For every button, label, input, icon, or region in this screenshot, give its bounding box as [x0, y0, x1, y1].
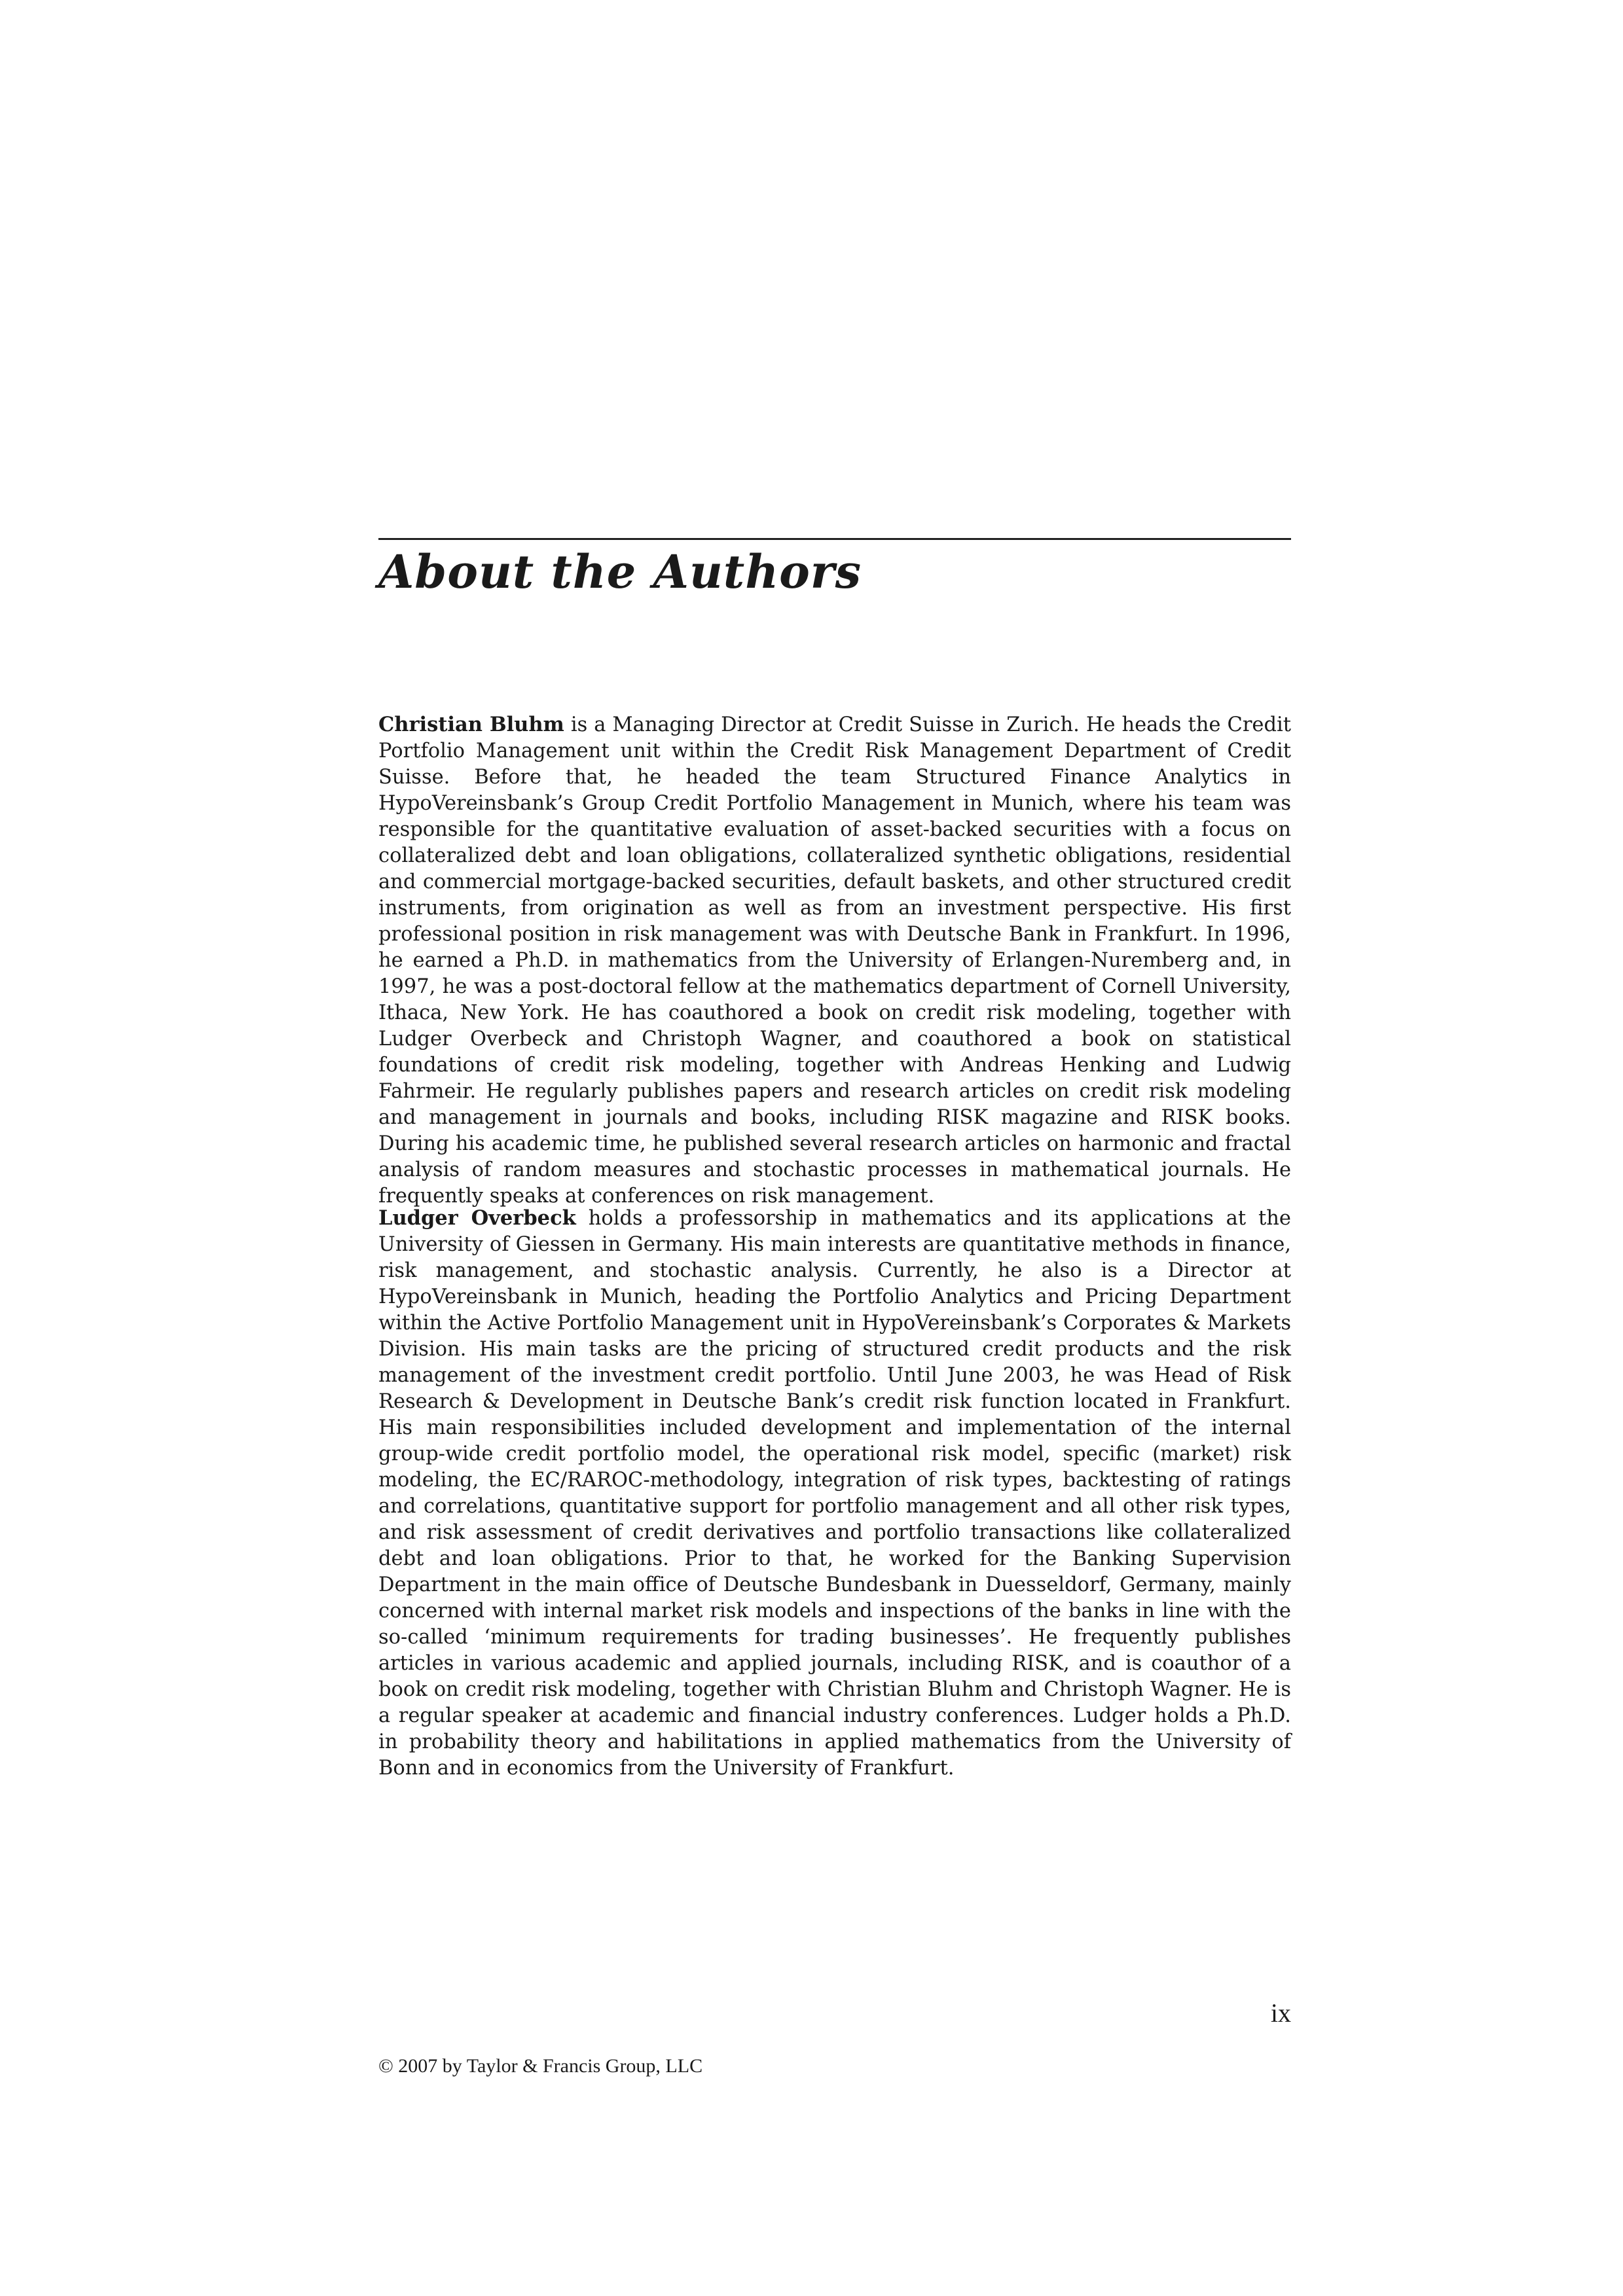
author-bio-text: is a Managing Director at Credit Suisse in Zurich. He heads the Credit Portfolio Management unit within the Credit Risk Management Department of Credit Suisse. Before that, he headed the team Structured Finance Analytics in HypoVereinsbank’s Group Credit Portfolio Management in Munich, where his team was responsible for the quantitative evaluation of asset-backed securities with a focus on collateralized debt and loan obligations, collateralized synthetic obligations, residential and commercial mortgage-backed securities, default baskets, and other structured credit instruments, from origination as well as from an investment perspective. His first professional position in risk management was with Deutsche Bank in Frankfurt. In 1996, he earned a Ph.D. in mathematics from the University of Erlangen-Nuremberg and, in 1997, he was a post-doctoral fellow at the mathematics department of Cornell University, Ithaca, New York. He has coauthored a book on credit risk modeling, together with Ludger Overbeck and Christoph Wagner, and coauthored a book on statistical foundations of credit risk modeling, together with Andreas Henking and Ludwig Fahrmeir. He regularly publishes papers and research articles on credit risk modeling and management in journals and books, including RISK magazine and RISK books. During his academic time, he published several research articles on harmonic and fractal analysis of random measures and stochastic processes in mathematical journals. He frequently speaks at conferences on risk management.	[378, 713, 1291, 1208]
chapter-title: About the Authors	[378, 545, 862, 599]
chapter-title-rule	[378, 538, 1291, 540]
page-number: ix	[1270, 1998, 1291, 2028]
author-bio-christian-bluhm	[378, 711, 1291, 1210]
author-bio-text: holds a professorship in mathematics and its applications at the University of Giessen in Germany. His main interests are quantitative methods in finance, risk management, and stochastic analysis. Currently, he also is a Director at HypoVereinsbank in Munich, heading the Portfolio Analytics and Pricing Department within the Active Portfolio Management unit in HypoVereinsbank’s Corporates & Markets Division. His main tasks are the pricing of structured credit products and the risk management of the investment credit portfolio. Until June 2003, he was Head of Risk Research & Development in Deutsche Bank’s credit risk function located in Frankfurt. His main responsibilities included development and implementation of the internal group-wide credit portfolio model, the operational risk model, specific (market) risk modeling, the EC/RAROC-methodology, integration of risk types, backtesting of ratings and correlations, quantitative support for portfolio management and all other risk types, and risk assessment of credit derivatives and portfolio transactions like collateralized debt and loan obligations. Prior to that, he worked for the Banking Supervision Department in the main office of Deutsche Bundesbank in Duesseldorf, Germany, mainly concerned with internal market risk models and inspections of the banks in line with the so-called ‘minimum requirements for trading businesses’. He frequently publishes articles in various academic and applied journals, including RISK, and is coauthor of a book on credit risk modeling, together with Christian Bluhm and Christoph Wagner. He is a regular speaker at academic and financial industry conferences. Ludger holds a Ph.D. in probability theory and habilitations in applied mathematics from the University of Bonn and in economics from the University of Frankfurt.	[378, 1207, 1291, 1780]
author-name: Ludger Overbeck	[378, 1206, 576, 1230]
copyright-notice: © 2007 by Taylor & Francis Group, LLC	[378, 2055, 703, 2077]
author-name: Christian Bluhm	[378, 713, 564, 736]
author-bio-ludger-overbeck	[378, 1205, 1291, 1782]
